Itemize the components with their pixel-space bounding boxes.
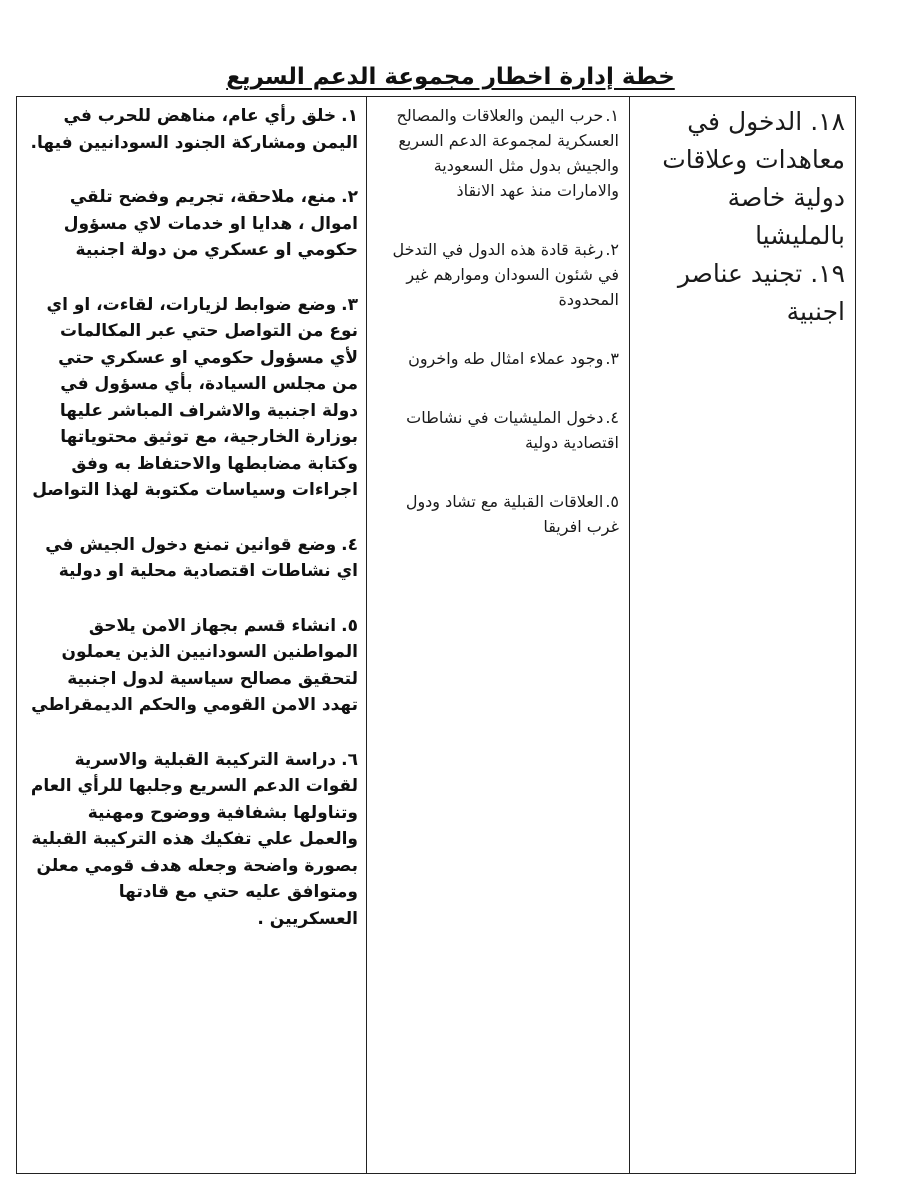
control-item	[29, 613, 358, 719]
cause-number: ٥.	[605, 492, 619, 511]
control-text: خلق رأي عام، مناهض للحرب في اليمن ومشاركة الجنود السودانيين فيها.	[30, 106, 358, 153]
page-title: خطة إدارة اخطار مجموعة الدعم السريع	[226, 64, 675, 90]
cause-text: العلاقات القبلية مع تشاد ودول غرب افريقا	[405, 492, 619, 536]
cause-text: وجود عملاء امثال طه واخرون	[408, 349, 604, 368]
cause-number: ١.	[605, 106, 619, 125]
cause-number: ٢.	[605, 240, 619, 259]
control-number: ٦.	[341, 749, 358, 770]
control-text: وضع قوانين تمنع دخول الجيش في اي نشاطات اقتصادية محلية او دولية	[45, 534, 358, 581]
risk-number: ١٩.	[810, 259, 845, 288]
risk-number: ١٨.	[810, 107, 845, 136]
control-text: دراسة التركيبة القبلية والاسرية لقوات الدعم السريع وجلبها للرأي العام وتناولها بشفافية ووضوح ومهنية والعمل علي تفكيك هذه التركيبة القبلية بصورة واضحة وجعله هدف قومي معلن ومتوافق عليه حتي مع قادتها العسكريين .	[30, 749, 358, 929]
cause-text: رغبة قادة هذه الدول في التدخل في شئون السودان وموارهم غير المحدودة	[392, 240, 619, 309]
control-text: وضع ضوابط لزيارات، لقاءت، او اي نوع من التواصل حتي عبر المكالمات لأي مسؤول حكومي او عسكري حتي من مجلس السيادة، بأي مسؤول في دولة اجنبية والاشراف المباشر عليها بوزارة الخارجية، مع توثيق محتوياتها وكتابة مضابطها والاحتفاظ به وفق اجراءات وسياسات مكتوبة لهذا التواصل	[32, 294, 358, 500]
risks-cell	[630, 97, 856, 1174]
cause-number: ٣.	[605, 349, 619, 368]
risk-text: الدخول في معاهدات وعلاقات دولية خاصة بالمليشيا	[662, 107, 845, 250]
risk-plan-table	[16, 96, 856, 1174]
risk-item	[638, 103, 845, 255]
risk-text: تجنيد عناصر اجنبية	[677, 259, 845, 326]
control-number: ١.	[341, 106, 358, 126]
control-number: ٢.	[341, 187, 358, 207]
control-item	[29, 747, 358, 933]
causes-cell	[367, 97, 630, 1174]
risk-item	[638, 255, 845, 331]
cause-item	[377, 405, 619, 455]
control-number: ٤.	[341, 534, 358, 555]
control-item	[29, 532, 358, 585]
controls-list	[17, 97, 366, 932]
cause-item	[377, 346, 619, 371]
cause-item	[377, 489, 619, 539]
risks-list	[630, 97, 855, 331]
control-item	[29, 292, 358, 504]
control-item	[29, 103, 358, 156]
cause-item	[377, 103, 619, 203]
cause-text: دخول المليشيات في نشاطات اقتصادية دولية	[406, 408, 619, 452]
control-text: منع، ملاحقة، تجريم وفضح تلقي اموال ، هدايا او خدمات لاي مسؤول حكومي او عسكري من دولة اجنبية	[63, 187, 358, 260]
table-row	[17, 97, 856, 1174]
causes-list	[367, 97, 629, 539]
control-number: ٣.	[341, 294, 358, 315]
controls-cell	[17, 97, 367, 1174]
control-number: ٥.	[341, 615, 358, 636]
control-item	[29, 184, 358, 264]
cause-text: حرب اليمن والعلاقات والمصالح العسكرية لمجموعة الدعم السريع والجيش بدول مثل السعودية والامارات منذ عهد الانقاذ	[396, 106, 619, 200]
control-text: انشاء قسم بجهاز الامن يلاحق المواطنين السودانيين الذين يعملون لتحقيق مصالح سياسية لدول اجنبية تهدد الامن القومي والحكم الديمقراطي	[31, 615, 358, 715]
cause-number: ٤.	[605, 408, 619, 427]
cause-item	[377, 237, 619, 312]
